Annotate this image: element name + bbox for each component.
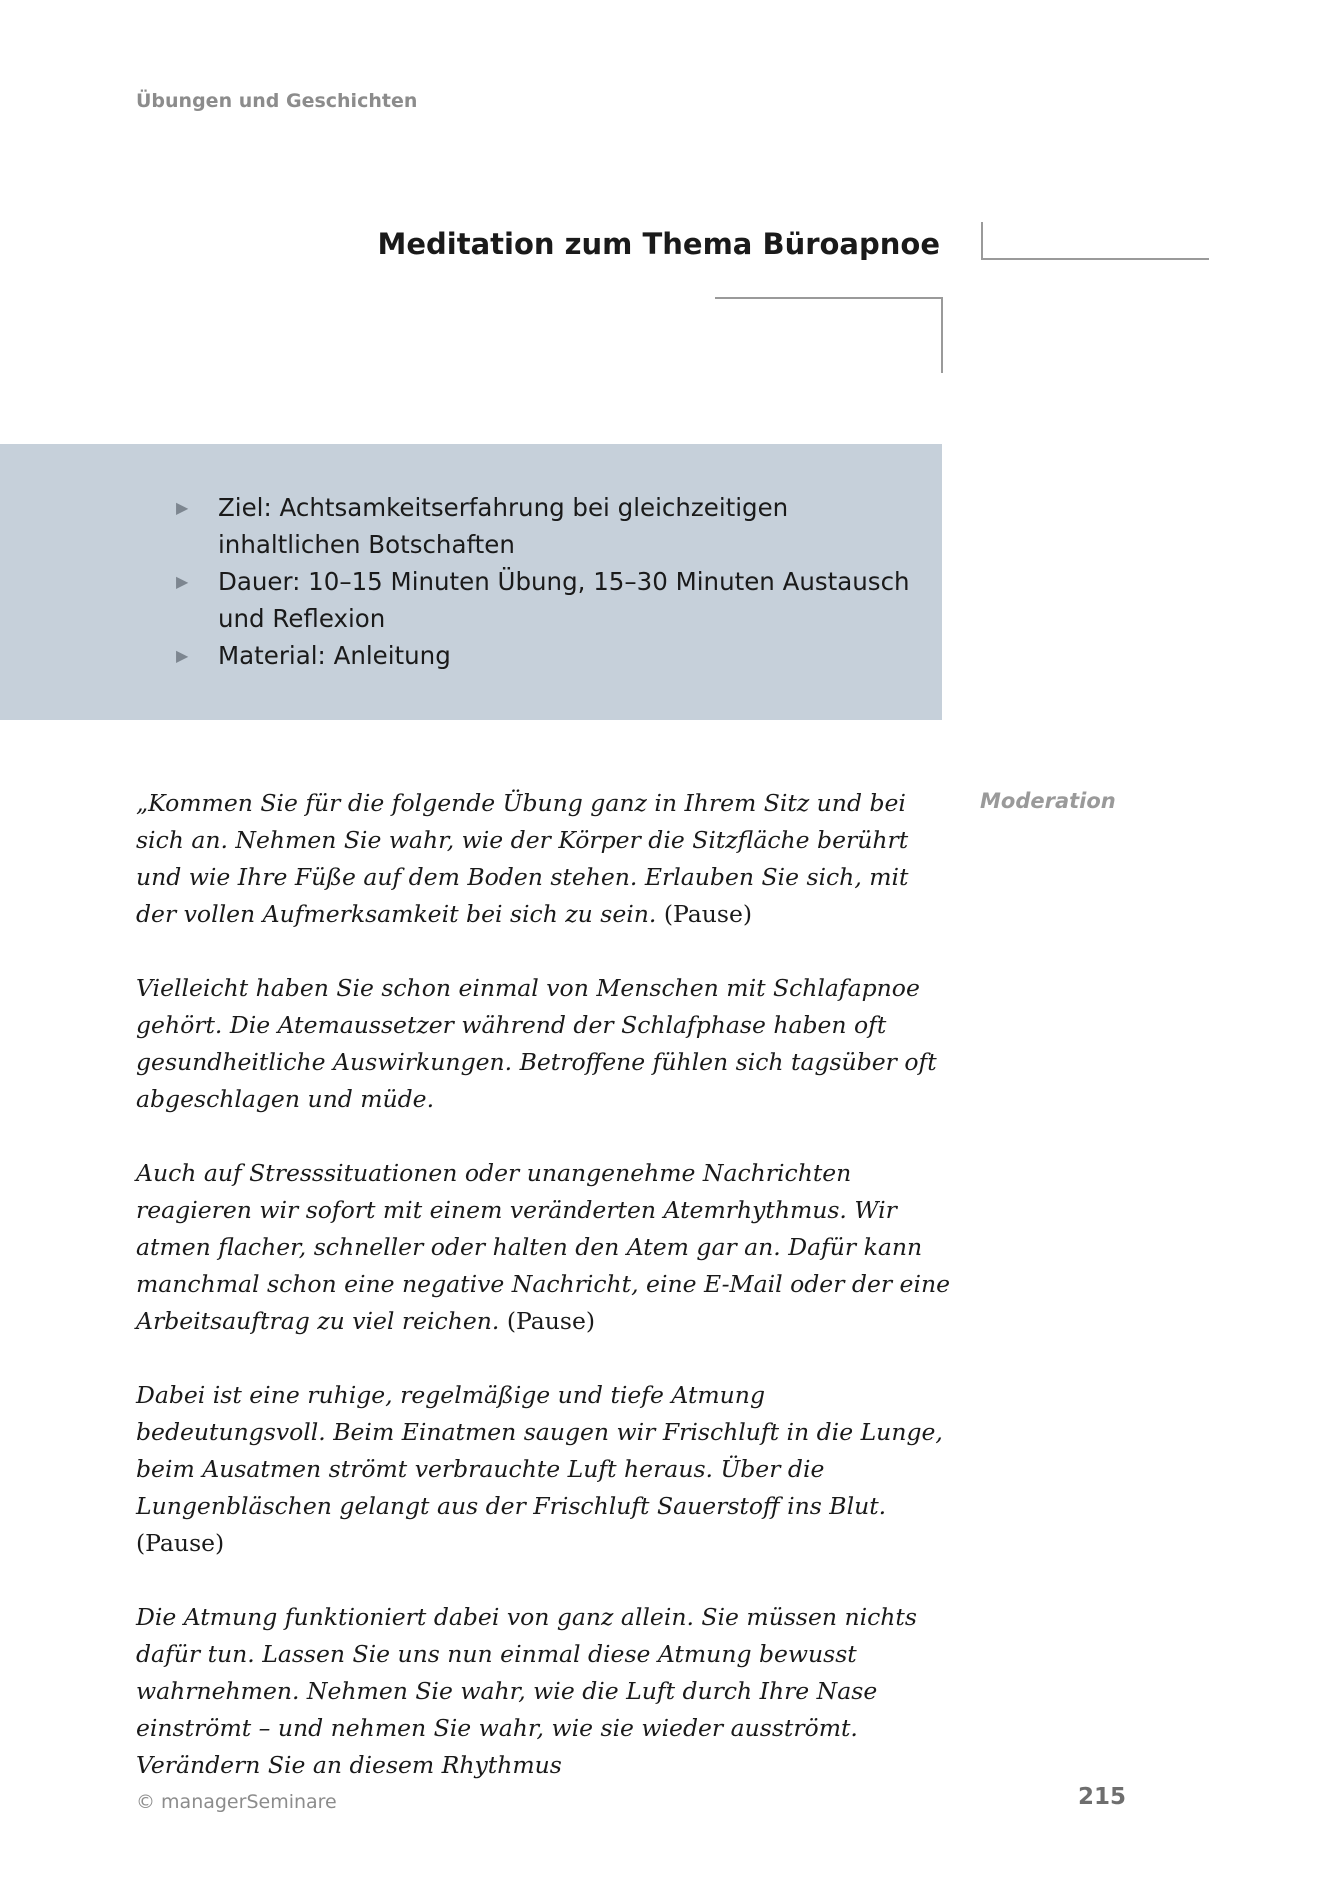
paragraph (136, 1599, 956, 1784)
info-item-text: Material: Anleitung (218, 641, 451, 670)
info-item-text: Dauer: 10–15 Minuten Übung, 15–30 Minuten Austausch und Reflexion (218, 567, 910, 633)
info-list (176, 489, 916, 674)
page-title: Meditation zum Thema Büroapnoe (377, 227, 940, 261)
footer-copyright: © managerSeminare (136, 1791, 337, 1813)
pause-marker: (Pause) (499, 1307, 596, 1335)
paragraph-text: Die Atmung funktioniert dabei von ganz allein. Sie müssen nichts dafür tun. Lassen Sie uns nun einmal diese Atmung bewusst wahrnehmen. Nehmen Sie wahr, wie die Luft durch Ihre Nase einströmt – und nehmen Sie wahr, wie sie wieder ausströmt. Verändern Sie an diesem Rhythmus (136, 1603, 917, 1779)
margin-note-moderation: Moderation (980, 789, 1116, 813)
body-text (136, 785, 956, 1821)
paragraph-text: Auch auf Stresssituationen oder unangenehme Nachrichten reagieren wir sofort mit einem veränderten Atemrhythmus. Wir atmen flacher, schneller oder halten den Atem gar an. Dafür kann manchmal schon eine negative Nachricht, eine E-Mail oder der eine Arbeitsauftrag zu viel reichen. (136, 1159, 951, 1335)
triangle-bullet-icon: ▶ (176, 572, 189, 591)
title-corner-decoration-right (981, 222, 1209, 260)
info-box (0, 444, 942, 720)
paragraph (136, 785, 956, 933)
paragraph (136, 970, 956, 1118)
info-item-text: Ziel: Achtsamkeitserfahrung bei gleichzeitigen inhaltlichen Botschaften (218, 493, 789, 559)
paragraph-text: „Kommen Sie für die folgende Übung ganz in Ihrem Sitz und bei sich an. Nehmen Sie wahr, wie der Körper die Sitzfläche berührt und wie Ihre Füße auf dem Boden stehen. Erlauben Sie sich, mit der vollen Aufmerksamkeit bei sich zu sein. (136, 789, 909, 928)
page-number: 215 (1077, 1784, 1126, 1810)
pause-marker: (Pause) (136, 1529, 225, 1557)
paragraph (136, 1377, 956, 1562)
pause-marker: (Pause) (656, 900, 753, 928)
info-item-material (176, 637, 916, 674)
title-corner-decoration-below (715, 297, 943, 373)
info-item-dauer (176, 563, 916, 637)
paragraph-text: Dabei ist eine ruhige, regelmäßige und tiefe Atmung bedeutungsvoll. Beim Einatmen saugen wir Frischluft in die Lunge, beim Ausatmen strömt verbrauchte Luft heraus. Über die Lungenbläschen gelangt aus der Frischluft Sauerstoff ins Blut. (136, 1381, 943, 1520)
running-head: Übungen und Geschichten (136, 90, 418, 112)
paragraph-text: Vielleicht haben Sie schon einmal von Menschen mit Schlafapnoe gehört. Die Atemaussetzer während der Schlafphase haben oft gesundheitliche Auswirkungen. Betroffene fühlen sich tagsüber oft abgeschlagen und müde. (136, 974, 937, 1113)
triangle-bullet-icon: ▶ (176, 498, 189, 517)
info-item-ziel (176, 489, 916, 563)
triangle-bullet-icon: ▶ (176, 646, 189, 665)
paragraph (136, 1155, 956, 1340)
